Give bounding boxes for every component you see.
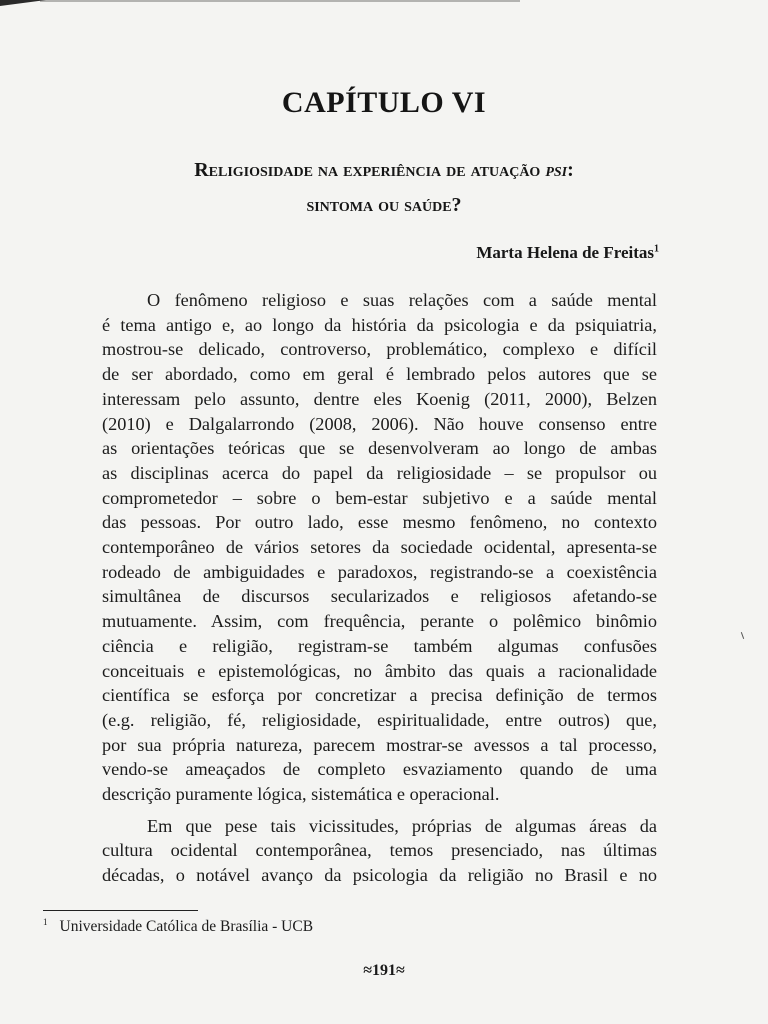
footnote: [43, 917, 313, 936]
text-line: as orientações teóricas que se desenvolveram ao longo de ambas: [102, 438, 657, 459]
page-number: ≈191≈: [363, 962, 405, 979]
text-line: mutuamente. Assim, com frequência, perante o polêmico binômio: [102, 611, 657, 632]
text-line: cultura ocidental contemporânea, temos presenciado, nas últimas: [102, 840, 657, 861]
subtitle-line-1: [40, 153, 728, 188]
scan-top-line: [40, 0, 520, 2]
text-line: O fenômeno religioso e suas relações com a saúde mental: [147, 290, 657, 310]
footnote-rule: [43, 910, 198, 911]
text-line: rodeado de ambiguidades e paradoxos, registrando-se a coexistência: [102, 561, 657, 582]
text-line: contemporâneo de vários setores da sociedade ocidental, apresenta-se: [102, 537, 657, 558]
subtitle-line-1-text: Religiosidade na experiência de atuação: [194, 159, 546, 181]
text-line: das pessoas. Por outro lado, esse mesmo fenômeno, no contexto: [102, 512, 657, 533]
paragraph: [102, 814, 657, 888]
scan-speck: [741, 632, 744, 639]
text-line: conceituais e epistemológicas, no âmbito das quais a racionalidade: [102, 660, 657, 681]
author-name: [476, 243, 659, 263]
text-line: décadas, o notável avanço da psicologia da religião no Brasil e no: [102, 865, 657, 886]
author-name-text: Marta Helena de Freitas: [476, 243, 654, 262]
text-line: de ser abordado, como em geral é lembrado pelos autores que se: [102, 364, 657, 385]
text-line: científica se esforça por concretizar a precisa definição de termos: [102, 685, 657, 706]
author-footnote-mark: 1: [654, 243, 659, 255]
subtitle-psi: psi: [545, 159, 568, 181]
text-line: (2010) e Dalgalarrondo (2008, 2006). Não houve consenso entre: [102, 413, 657, 434]
text-line: comprometedor – sobre o bem-estar subjetivo e a saúde mental: [102, 487, 657, 508]
text-line: por sua própria natureza, parecem mostrar-se avessos a tal processo,: [102, 734, 657, 755]
body-text: [102, 288, 657, 888]
footnote-text: Universidade Católica de Brasília - UCB: [59, 918, 314, 936]
footnote-mark: 1: [43, 917, 48, 927]
subtitle-line-2: sintoma ou saúde?: [306, 194, 462, 216]
text-line: as disciplinas acerca do papel da religiosidade – se propulsor ou: [102, 462, 657, 483]
chapter-title: CAPÍTULO VI: [281, 86, 487, 119]
text-line: simultânea de discursos secularizados e religiosos afetando-se: [102, 586, 657, 607]
text-line: (e.g. religião, fé, religiosidade, espiritualidade, entre outros) que,: [102, 709, 657, 730]
text-line: Em que pese tais vicissitudes, próprias de algumas áreas da: [147, 815, 657, 836]
text-line: interessam pelo assunto, dentre eles Koenig (2011, 2000), Belzen: [102, 388, 657, 409]
text-line: mostrou-se delicado, controverso, problemático, complexo e difícil: [102, 339, 657, 360]
paragraph: [102, 288, 657, 807]
chapter-subtitle: [40, 153, 728, 223]
text-line: vendo-se ameaçados de completo esvaziamento quando de uma: [102, 759, 657, 780]
paragraph-gap: [102, 807, 657, 814]
subtitle-colon: :: [567, 159, 574, 181]
text-line: descrição puramente lógica, sistemática e operacional.: [102, 784, 500, 805]
text-line: ciência e religião, registram-se também algumas confusões: [102, 635, 657, 656]
text-line: é tema antigo e, ao longo da história da psicologia e da psiquiatria,: [102, 314, 657, 335]
